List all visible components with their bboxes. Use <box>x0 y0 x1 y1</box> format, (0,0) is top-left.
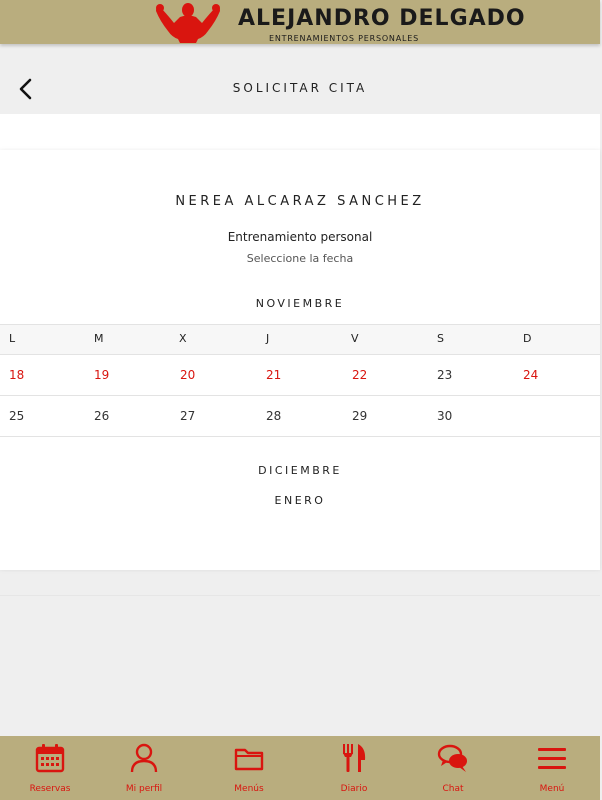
month-toggle-january[interactable]: ENERO <box>274 494 326 507</box>
folder-icon <box>233 742 265 774</box>
weekday-label: M <box>94 332 104 345</box>
calendar-day-available[interactable]: 22 <box>352 368 368 382</box>
fork-knife-icon <box>338 742 370 774</box>
weekday-label: S <box>437 332 444 345</box>
calendar-day: 28 <box>266 409 282 423</box>
month-header-november: NOVIEMBRE <box>255 297 345 310</box>
calendar-day: 30 <box>437 409 453 423</box>
weekday-label: D <box>523 332 532 345</box>
nav-label: Chat <box>442 784 464 794</box>
calendar-day: 26 <box>94 409 110 423</box>
nav-item-menus[interactable] <box>199 736 299 800</box>
nav-item-reservas[interactable] <box>0 736 100 800</box>
calendar-icon <box>34 742 66 774</box>
nav-label: Mi perfil <box>125 784 163 794</box>
calendar-day: 29 <box>352 409 368 423</box>
hamburger-menu-icon <box>536 742 568 774</box>
calendar-day: 23 <box>437 368 453 382</box>
chat-icon <box>437 742 469 774</box>
bodybuilder-logo-icon <box>156 3 220 43</box>
weekday-label: L <box>9 332 16 345</box>
nav-item-mi-perfil[interactable] <box>94 736 194 800</box>
nav-label: Menú <box>539 784 565 794</box>
nav-label: Reservas <box>29 784 71 794</box>
weekday-header-row <box>0 324 600 355</box>
page-title: SOLICITAR CITA <box>232 81 368 95</box>
nav-label: Menús <box>234 784 264 794</box>
brand-logo <box>150 1 526 43</box>
calendar-day-available[interactable]: 20 <box>180 368 196 382</box>
user-icon <box>128 742 160 774</box>
nav-item-chat[interactable] <box>403 736 503 800</box>
weekday-label: V <box>351 332 359 345</box>
calendar-week-row <box>0 395 600 437</box>
bottom-navigation <box>0 736 600 800</box>
calendar-day-available[interactable]: 24 <box>523 368 539 382</box>
divider <box>0 595 600 596</box>
nav-label: Diario <box>340 784 368 794</box>
svg-text:ALEJANDRO DELGADO: ALEJANDRO DELGADO <box>238 6 526 31</box>
calendar-day-available[interactable]: 19 <box>94 368 110 382</box>
select-date-hint: Seleccione la fecha <box>246 252 354 265</box>
month-toggle-december[interactable]: DICIEMBRE <box>258 464 342 477</box>
booking-card <box>0 150 600 570</box>
weekday-label: X <box>179 332 187 345</box>
svg-text:ENTRENAMIENTOS PERSONALES: ENTRENAMIENTOS PERSONALES <box>269 34 419 43</box>
calendar-day-available[interactable]: 21 <box>266 368 282 382</box>
calendar-day: 27 <box>180 409 196 423</box>
calendar-day: 25 <box>9 409 25 423</box>
nav-item-diario[interactable] <box>304 736 404 800</box>
calendar-day-available[interactable]: 18 <box>9 368 25 382</box>
service-name: Entrenamiento personal <box>227 230 373 244</box>
spacer <box>0 114 600 150</box>
app-header <box>0 0 600 44</box>
nav-item-menu[interactable] <box>502 736 602 800</box>
client-name: NEREA ALCARAZ SANCHEZ <box>175 194 425 209</box>
title-bar <box>0 44 600 114</box>
calendar-week-row <box>0 354 600 396</box>
weekday-label: J <box>266 332 270 345</box>
